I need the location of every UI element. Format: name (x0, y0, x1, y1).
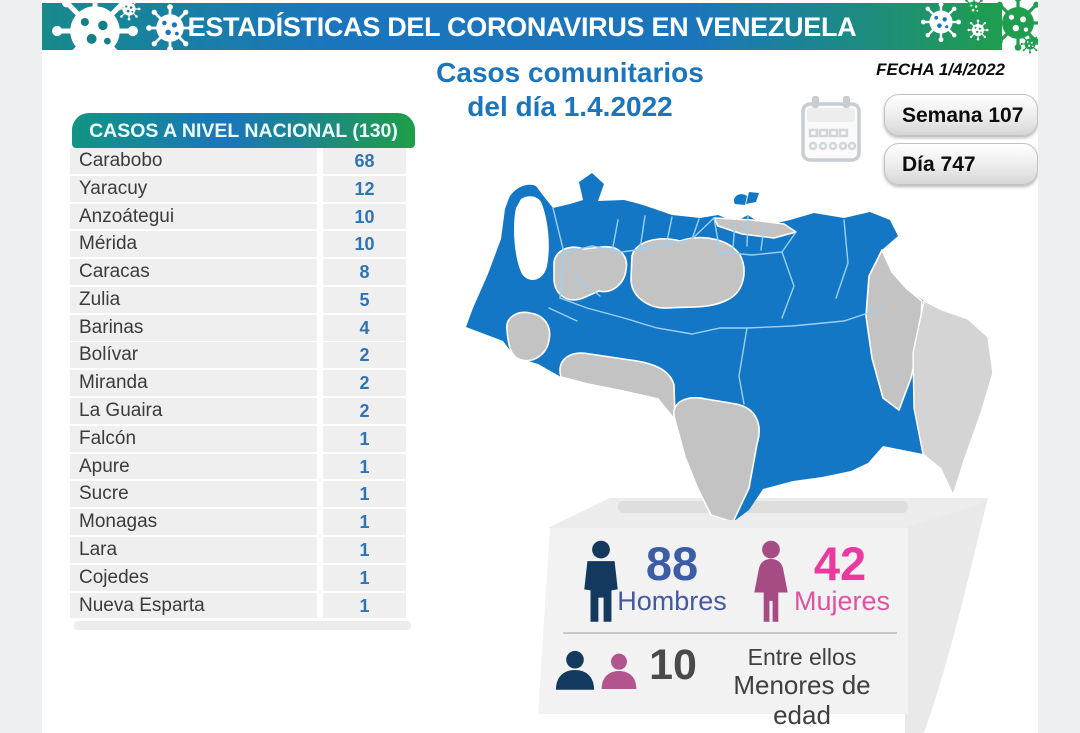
venezuela-map (452, 158, 1000, 520)
state-name: Sucre (70, 481, 317, 507)
state-name: Lara (70, 537, 317, 563)
table-row (70, 204, 415, 230)
table-header: CASOS A NIVEL NACIONAL (130) (72, 113, 415, 148)
subtitle-line1: Casos comunitarios (436, 57, 704, 88)
state-name: Miranda (70, 370, 317, 396)
case-count: 12 (323, 176, 406, 202)
case-count: 8 (323, 259, 406, 285)
table-row (70, 370, 415, 396)
state-name: Carabobo (70, 148, 317, 174)
case-count: 10 (323, 231, 406, 257)
table-row (70, 148, 415, 174)
case-count: 2 (323, 398, 406, 424)
table-row (70, 342, 415, 368)
day-badge: Día 747 (884, 143, 1038, 185)
case-count: 2 (323, 342, 406, 368)
case-count: 1 (323, 565, 406, 591)
table-row (70, 287, 415, 313)
minors-line2: Menores de edad (733, 670, 871, 730)
state-name: Zulia (70, 287, 317, 313)
state-name: Monagas (70, 509, 317, 535)
virus-icon (962, 0, 986, 20)
case-count: 4 (323, 315, 406, 341)
case-count: 1 (323, 426, 406, 452)
men-count: 88 (645, 537, 699, 590)
case-count: 68 (323, 148, 406, 174)
minor-girl-icon (599, 653, 639, 689)
state-name: Yaracuy (70, 176, 317, 202)
table-row (70, 176, 415, 202)
panel-divider (563, 632, 897, 634)
table-row (70, 315, 415, 341)
table-row (70, 426, 415, 452)
women-label: Mujeres (793, 586, 891, 616)
case-count: 1 (323, 537, 406, 563)
minors-text (704, 644, 900, 730)
map-esequibo (913, 301, 993, 495)
case-count: 1 (323, 454, 406, 480)
case-count: 10 (323, 204, 406, 230)
women-count: 42 (813, 537, 867, 590)
week-badge: Semana 107 (884, 94, 1038, 136)
table-row (70, 259, 415, 285)
subtitle (410, 56, 730, 124)
state-name: Nueva Esparta (70, 593, 317, 619)
cases-table (70, 148, 415, 620)
table-row (70, 565, 415, 591)
map-margarita-island (734, 192, 759, 205)
table-row (70, 481, 415, 507)
table-row (70, 593, 415, 619)
right-margin-strip (1038, 0, 1080, 733)
table-row (70, 509, 415, 535)
men-label: Hombres (617, 586, 727, 616)
state-name: Cojedes (70, 565, 317, 591)
header-banner (42, 3, 1002, 50)
case-count: 1 (323, 481, 406, 507)
state-name: Falcón (70, 426, 317, 452)
state-name: Caracas (70, 259, 317, 285)
state-name: La Guaira (70, 398, 317, 424)
state-name: Mérida (70, 231, 317, 257)
table-row (70, 454, 415, 480)
case-count: 2 (323, 370, 406, 396)
left-margin-strip (0, 0, 42, 733)
case-count: 1 (323, 593, 406, 619)
minors-count: 10 (649, 641, 697, 689)
state-name: Bolívar (70, 342, 317, 368)
table-row (70, 231, 415, 257)
case-count: 5 (323, 287, 406, 313)
virus-icon (1020, 34, 1040, 54)
case-count: 1 (323, 509, 406, 535)
state-name: Barinas (70, 315, 317, 341)
subtitle-line2: del día 1.4.2022 (467, 91, 673, 122)
minors-line1: Entre ellos (747, 644, 857, 670)
state-name: Anzoátegui (70, 204, 317, 230)
date-label: FECHA 1/4/2022 (876, 60, 1005, 79)
minor-boy-icon (553, 650, 597, 690)
table-footer-shadow (74, 621, 411, 630)
state-name: Apure (70, 454, 317, 480)
table-row (70, 537, 415, 563)
table-row (70, 398, 415, 424)
page-title: ESTADÍSTICAS DEL CORONAVIRUS EN VENEZUELA (187, 12, 857, 42)
